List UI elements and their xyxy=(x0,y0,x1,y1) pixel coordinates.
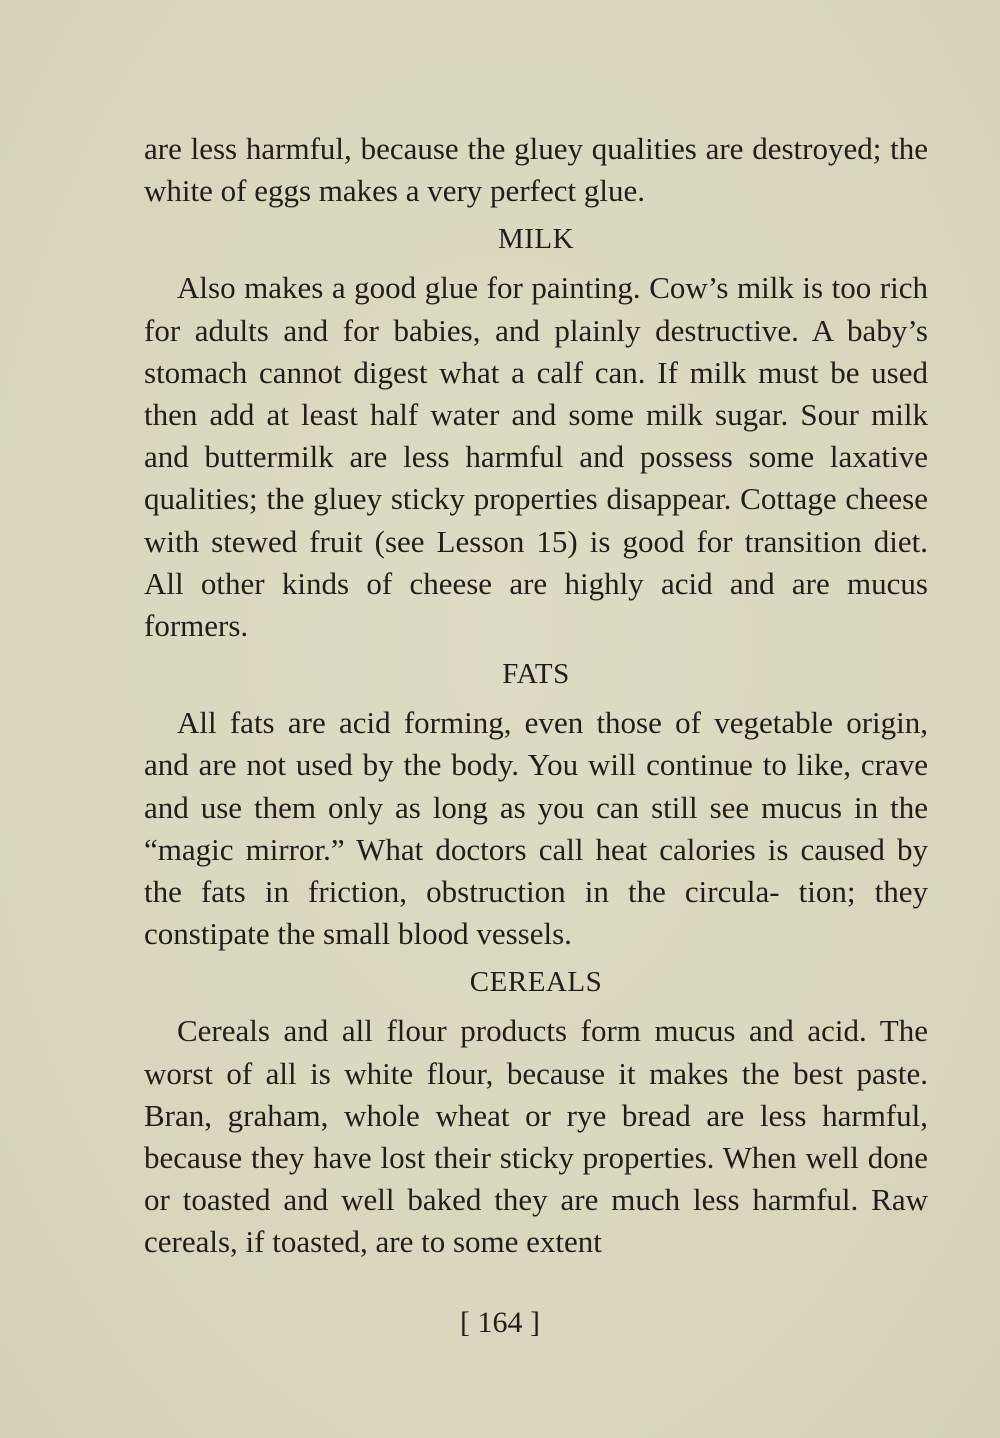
fats-paragraph: All fats are acid forming, even those of vegetable origin, and are not used by the body. You will continue to like, crave and use them only as long as you can still see mucus in the “magic mirror.” What doctors call heat calories is caused by the fats in friction, obstruction in the circula- tion; they constipate the small blood vessels. xyxy=(144,705,928,952)
cereals-paragraph: Cereals and all flour products form mucus and acid. The worst of all is white flour, because it makes the best paste. Bran, graham, whole wheat or rye bread are less harmful, because they have lost their sticky properties. When well done or toasted and well baked they are much less harmful. Raw cereals, if toasted, are to some extent xyxy=(144,1013,928,1260)
intro-paragraph: are less harmful, because the gluey qualities are destroyed; the white of eggs makes a very perfect glue. xyxy=(144,131,928,209)
section-heading-cereals: CEREALS xyxy=(469,966,603,999)
milk-paragraph: Also makes a good glue for painting. Cow’s milk is too rich for adults and for babies, and plainly destructive. A baby’s stomach cannot digest what a calf can. If milk must be used then add at least half water and some milk sugar. Sour milk and buttermilk are less harmful and possess some laxative qualities; the gluey sticky properties disappear. Cottage cheese with stewed fruit (see Lesson 15) is good for transition diet. All other kinds of cheese are highly acid and are mucus formers. xyxy=(144,270,928,644)
section-heading-milk: MILK xyxy=(497,223,575,256)
page-number: [ 164 ] xyxy=(460,1306,540,1339)
body-text xyxy=(144,128,928,1264)
section-heading-fats: FATS xyxy=(502,658,570,691)
